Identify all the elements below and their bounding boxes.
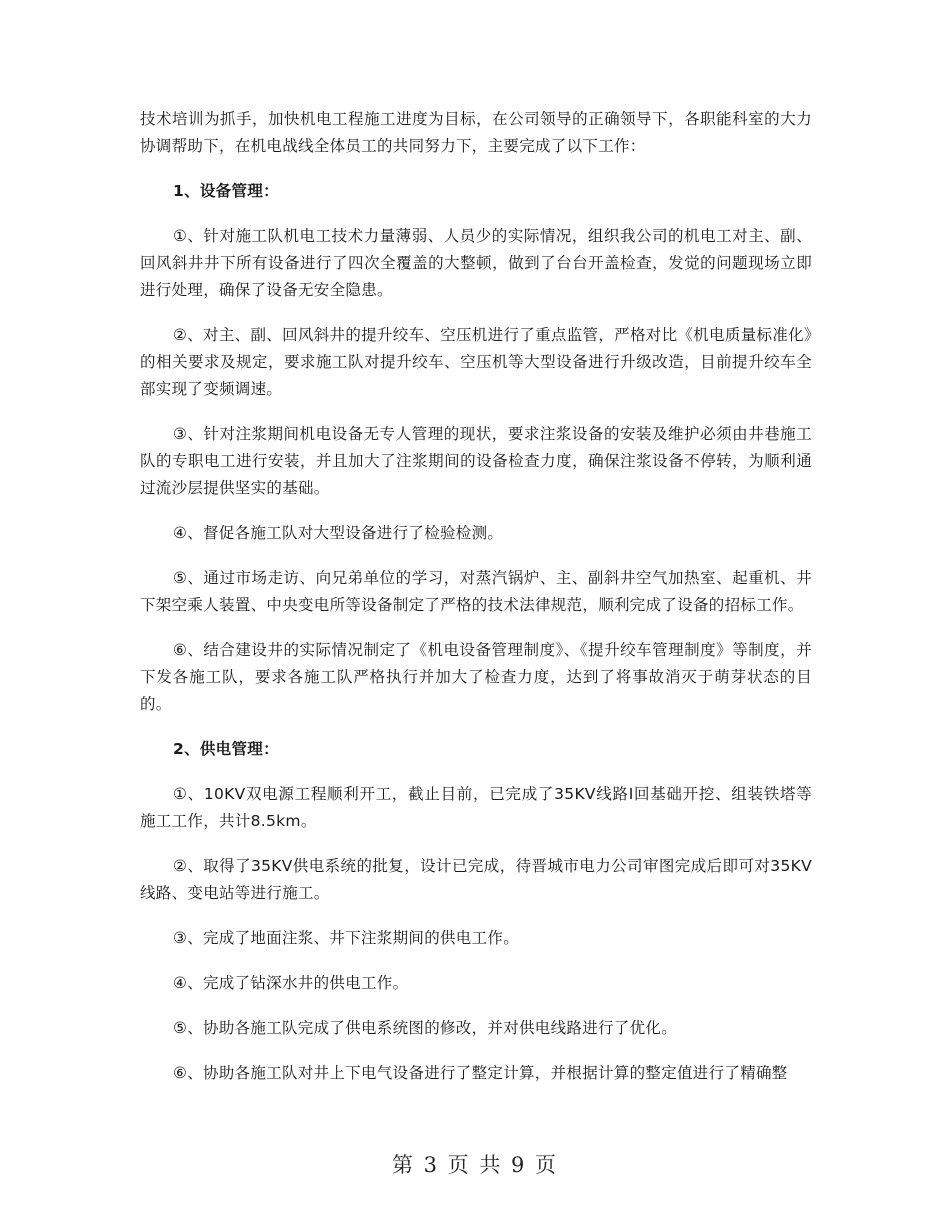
paragraph-power-1: ①、10KV双电源工程顺利开工，截止目前，已完成了35KV线路I回基础开挖、组装铁塔等施工工作，共计8.5km。 <box>140 785 812 830</box>
paragraph-power-6: ⑥、协助各施工队对井上下电气设备进行了整定计算，并根据计算的整定值进行了精确整 <box>173 1064 788 1082</box>
paragraph-power-2: ②、取得了35KV供电系统的批复，设计已完成，待晋城市电力公司审图完成后即可对35KV线路、变电站等进行施工。 <box>140 857 812 902</box>
paragraph-equipment-1: ①、针对施工队机电工技术力量薄弱、人员少的实际情况，组织我公司的机电工对主、副、回风斜井井下所有设备进行了四次全覆盖的大整顿，做到了台台开盖检查，发觉的问题现场立即进行处理，确保了设备无安全隐患。 <box>140 227 812 299</box>
section-heading-equipment: 1、设备管理： <box>173 182 279 200</box>
paragraph-equipment-3: ③、针对注浆期间机电设备无专人管理的现状，要求注浆设备的安装及维护必须由井巷施工队的专职电工进行安装，并且加大了注浆期间的设备检查力度，确保注浆设备不停转，为顺利通过流沙层提供坚实的基础。 <box>140 425 812 497</box>
paragraph-power-4: ④、完成了钻深水井的供电工作。 <box>173 974 409 992</box>
paragraph-equipment-2: ②、对主、副、回风斜井的提升绞车、空压机进行了重点监管，严格对比《机电质量标准化》的相关要求及规定，要求施工队对提升绞车、空压机等大型设备进行升级改造，目前提升绞车全部实现了变频调速。 <box>140 326 812 398</box>
paragraph-power-3: ③、完成了地面注浆、井下注浆期间的供电工作。 <box>173 929 519 947</box>
section-heading-power: 2、供电管理： <box>173 740 279 758</box>
paragraph-equipment-6: ⑥、结合建设井的实际情况制定了《机电设备管理制度》、《提升绞车管理制度》等制度，并下发各施工队，要求各施工队严格执行并加大了检查力度，达到了将事故消灭于萌芽状态的目的。 <box>140 641 812 713</box>
paragraph-intro: 技术培训为抓手，加快机电工程施工进度为目标，在公司领导的正确领导下，各职能科室的大力协调帮助下，在机电战线全体员工的共同努力下，主要完成了以下工作： <box>140 110 812 155</box>
paragraph-equipment-4: ④、督促各施工队对大型设备进行了检验检测。 <box>173 524 504 542</box>
document-body <box>140 106 812 1087</box>
paragraph-equipment-5: ⑤、通过市场走访、向兄弟单位的学习，对蒸汽锅炉、主、副斜井空气加热室、起重机、井下架空乘人装置、中央变电所等设备制定了严格的技术法律规范，顺利完成了设备的招标工作。 <box>140 569 812 614</box>
paragraph-power-5: ⑤、协助各施工队完成了供电系统图的修改，并对供电线路进行了优化。 <box>173 1019 677 1037</box>
page-number-footer: 第 3 页 共 9 页 <box>391 1153 559 1177</box>
